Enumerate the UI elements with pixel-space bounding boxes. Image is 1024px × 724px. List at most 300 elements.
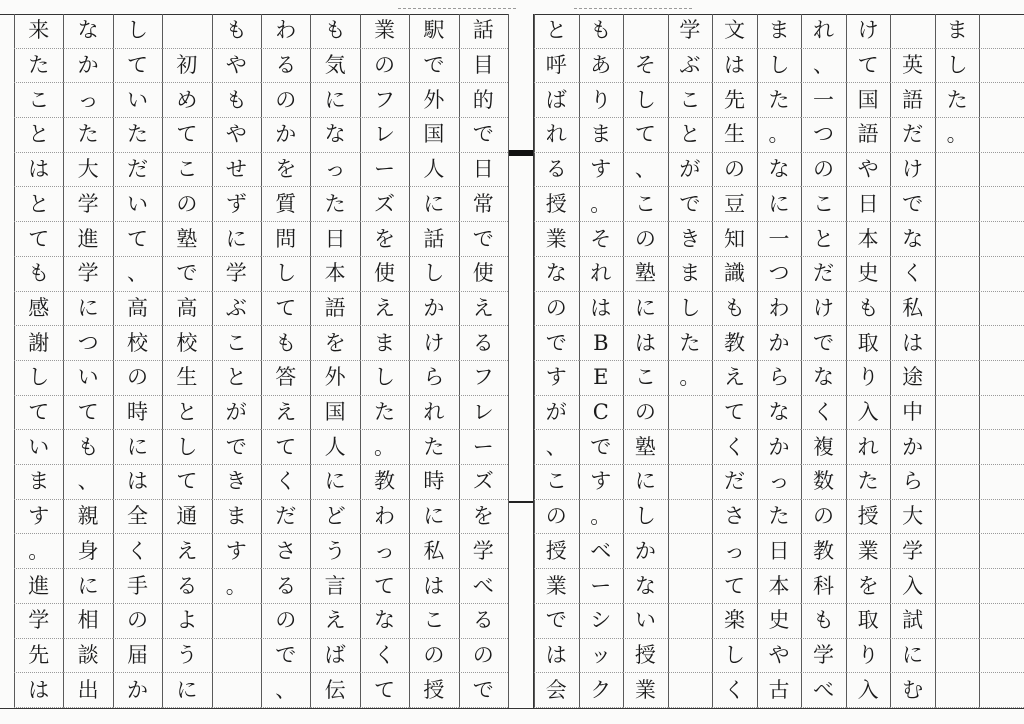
grid-cell — [935, 49, 980, 84]
manuscript-column — [113, 14, 162, 708]
grid-cell — [63, 430, 112, 465]
handwritten-character: 伝 — [324, 677, 346, 702]
handwritten-character: が — [225, 400, 247, 425]
handwritten-character: れ — [813, 18, 835, 43]
grid-cell — [890, 604, 935, 639]
handwritten-character: 学 — [813, 642, 835, 667]
handwritten-character: 教 — [723, 330, 745, 355]
grid-cell — [409, 361, 458, 396]
grid-cell — [459, 222, 508, 257]
handwritten-character: 外 — [423, 87, 445, 112]
grid-cell — [935, 535, 980, 570]
grid-cell — [212, 49, 261, 84]
grid-cell — [14, 326, 63, 361]
grid-cell — [935, 639, 980, 674]
handwritten-character: を — [324, 330, 346, 355]
handwritten-character: か — [126, 677, 148, 702]
handwritten-character: て — [176, 469, 198, 494]
handwritten-character: た — [324, 191, 346, 216]
handwritten-character: は — [423, 573, 445, 598]
handwritten-character: 初 — [176, 53, 198, 78]
grid-cell — [310, 535, 359, 570]
grid-cell — [534, 326, 579, 361]
handwritten-character: ま — [590, 122, 612, 147]
handwritten-character: 先 — [28, 642, 50, 667]
handwritten-character: け — [857, 18, 879, 43]
grid-cell — [360, 361, 409, 396]
grid-cell — [113, 639, 162, 674]
grid-cell — [623, 14, 668, 49]
grid-cell — [757, 153, 802, 188]
grid-cell — [534, 535, 579, 570]
grid-cell — [668, 673, 713, 708]
grid-cell — [162, 430, 211, 465]
handwritten-character: 業 — [634, 677, 656, 702]
handwritten-character: て — [723, 400, 745, 425]
handwritten-character: く — [723, 677, 745, 702]
grid-cell — [623, 153, 668, 188]
grid-cell — [310, 639, 359, 674]
handwritten-character: 語 — [902, 87, 924, 112]
handwritten-character: そ — [634, 53, 656, 78]
handwritten-character: し — [723, 642, 745, 667]
grid-cell — [979, 569, 1024, 604]
grid-cell — [113, 673, 162, 708]
handwritten-character: ま — [679, 261, 701, 286]
grid-cell — [668, 535, 713, 570]
grid-cell — [162, 604, 211, 639]
handwritten-character: 授 — [857, 504, 879, 529]
handwritten-character: ま — [373, 330, 395, 355]
grid-cell — [212, 257, 261, 292]
handwritten-character: や — [225, 53, 247, 78]
grid-cell — [579, 83, 624, 118]
grid-cell — [113, 604, 162, 639]
handwritten-character: で — [225, 434, 247, 459]
grid-cell — [935, 257, 980, 292]
handwritten-character: ず — [225, 191, 247, 216]
handwritten-character: 本 — [857, 226, 879, 251]
handwritten-character: 。 — [373, 434, 395, 459]
grid-cell — [890, 188, 935, 223]
handwritten-character: 生 — [723, 122, 745, 147]
grid-cell — [409, 396, 458, 431]
grid-cell — [846, 673, 891, 708]
handwritten-character: っ — [324, 157, 346, 182]
handwritten-character: 、 — [126, 261, 148, 286]
handwritten-character: さ — [723, 504, 745, 529]
handwritten-character: 人 — [324, 434, 346, 459]
grid-cell — [534, 292, 579, 327]
manuscript-column — [162, 14, 211, 708]
handwritten-character: 。 — [590, 191, 612, 216]
grid-cell — [890, 673, 935, 708]
handwritten-character: 談 — [77, 642, 99, 667]
grid-cell — [979, 465, 1024, 500]
handwritten-character: る — [545, 157, 567, 182]
handwritten-character: 来 — [28, 18, 50, 43]
handwritten-character: む — [902, 677, 924, 702]
grid-cell — [162, 153, 211, 188]
grid-cell — [212, 83, 261, 118]
grid-cell — [935, 396, 980, 431]
grid-cell — [623, 639, 668, 674]
handwritten-character: か — [768, 330, 790, 355]
grid-cell — [979, 49, 1024, 84]
handwritten-character: し — [768, 53, 790, 78]
grid-cell — [890, 14, 935, 49]
handwritten-character: 日 — [857, 191, 879, 216]
grid-cell — [979, 153, 1024, 188]
handwritten-character: で — [545, 608, 567, 633]
grid-cell — [801, 465, 846, 500]
grid-cell — [409, 639, 458, 674]
grid-cell — [360, 292, 409, 327]
grid-cell — [360, 326, 409, 361]
grid-cell — [113, 222, 162, 257]
grid-cell — [534, 14, 579, 49]
grid-cell — [935, 83, 980, 118]
handwritten-character: め — [176, 87, 198, 112]
grid-cell — [801, 83, 846, 118]
handwritten-character: 日 — [768, 538, 790, 563]
handwritten-character: い — [77, 365, 99, 390]
handwritten-character: こ — [225, 330, 247, 355]
grid-cell — [409, 535, 458, 570]
handwritten-character: 親 — [77, 504, 99, 529]
grid-cell — [409, 118, 458, 153]
grid-cell — [757, 673, 802, 708]
grid-cell — [63, 361, 112, 396]
grid-cell — [212, 673, 261, 708]
grid-cell — [310, 673, 359, 708]
grid-cell — [459, 396, 508, 431]
grid-cell — [890, 500, 935, 535]
grid-cell — [162, 535, 211, 570]
grid-cell — [113, 49, 162, 84]
grid-cell — [360, 604, 409, 639]
grid-cell — [162, 292, 211, 327]
handwritten-character: で — [679, 191, 701, 216]
handwritten-character: と — [545, 18, 567, 43]
handwritten-character: 。 — [590, 504, 612, 529]
grid-cell — [534, 500, 579, 535]
grid-cell — [979, 292, 1024, 327]
handwritten-character: し — [946, 53, 968, 78]
handwritten-character: や — [768, 642, 790, 667]
handwritten-character: ー — [373, 157, 395, 182]
handwritten-character: そ — [590, 226, 612, 251]
grid-cell — [890, 83, 935, 118]
grid-cell — [623, 500, 668, 535]
handwritten-character: の — [126, 608, 148, 633]
grid-cell — [63, 569, 112, 604]
handwritten-character: い — [126, 191, 148, 216]
handwritten-character: 教 — [813, 538, 835, 563]
grid-cell — [459, 465, 508, 500]
handwritten-character: け — [813, 295, 835, 320]
grid-cell — [459, 639, 508, 674]
grid-cell — [890, 430, 935, 465]
handwritten-character: つ — [768, 261, 790, 286]
grid-cell — [63, 153, 112, 188]
grid-cell — [712, 14, 757, 49]
handwritten-character: 科 — [813, 573, 835, 598]
grid-cell — [113, 153, 162, 188]
grid-cell — [757, 49, 802, 84]
grid-cell — [757, 430, 802, 465]
grid-cell — [409, 14, 458, 49]
handwritten-character: で — [472, 677, 494, 702]
grid-cell — [668, 14, 713, 49]
handwritten-character: は — [590, 295, 612, 320]
handwritten-character: て — [275, 295, 297, 320]
grid-cell — [409, 604, 458, 639]
handwritten-character: ら — [768, 365, 790, 390]
grid-cell — [890, 396, 935, 431]
manuscript-column — [579, 14, 624, 708]
grid-cell — [534, 257, 579, 292]
handwritten-character: も — [590, 18, 612, 43]
handwritten-character: に — [126, 434, 148, 459]
handwritten-character: も — [225, 18, 247, 43]
grid-cell — [979, 396, 1024, 431]
handwritten-character: て — [77, 400, 99, 425]
grid-cell — [623, 604, 668, 639]
grid-cell — [712, 257, 757, 292]
handwritten-character: て — [28, 226, 50, 251]
handwritten-character: 一 — [813, 87, 835, 112]
manuscript-column — [757, 14, 802, 708]
handwritten-character: か — [77, 53, 99, 78]
grid-cell — [212, 118, 261, 153]
grid-cell — [63, 118, 112, 153]
grid-cell — [579, 188, 624, 223]
handwritten-character: な — [77, 18, 99, 43]
grid-cell — [162, 673, 211, 708]
handwritten-character: た — [28, 53, 50, 78]
handwritten-character: 大 — [77, 157, 99, 182]
grid-cell — [890, 326, 935, 361]
grid-cell — [534, 83, 579, 118]
grid-cell — [623, 465, 668, 500]
handwritten-character: や — [857, 157, 879, 182]
grid-cell — [534, 222, 579, 257]
handwritten-character: く — [275, 469, 297, 494]
grid-cell — [712, 535, 757, 570]
grid-cell — [979, 430, 1024, 465]
grid-cell — [979, 535, 1024, 570]
grid-cell — [261, 673, 310, 708]
grid-cell — [459, 153, 508, 188]
grid-cell — [113, 83, 162, 118]
handwritten-character: う — [176, 642, 198, 667]
grid-cell — [579, 292, 624, 327]
grid-cell — [63, 535, 112, 570]
handwritten-character: の — [472, 642, 494, 667]
grid-cell — [846, 49, 891, 84]
handwritten-character: く — [373, 642, 395, 667]
handwritten-character: か — [275, 122, 297, 147]
handwritten-character: し — [423, 261, 445, 286]
grid-cell — [579, 430, 624, 465]
handwritten-character: の — [813, 157, 835, 182]
handwritten-character: の — [176, 191, 198, 216]
grid-cell — [668, 430, 713, 465]
grid-cell — [162, 188, 211, 223]
grid-cell — [459, 83, 508, 118]
handwritten-character: 業 — [545, 573, 567, 598]
handwritten-character: 塾 — [176, 226, 198, 251]
grid-cell — [14, 14, 63, 49]
handwritten-character: 呼 — [545, 53, 567, 78]
grid-cell — [63, 49, 112, 84]
handwritten-character: て — [857, 53, 879, 78]
handwritten-character: も — [324, 18, 346, 43]
grid-cell — [534, 153, 579, 188]
handwritten-character: に — [324, 87, 346, 112]
grid-cell — [212, 292, 261, 327]
grid-cell — [846, 396, 891, 431]
handwritten-character: 複 — [813, 434, 835, 459]
grid-cell — [14, 535, 63, 570]
grid-cell — [459, 361, 508, 396]
grid-cell — [935, 118, 980, 153]
handwritten-character: 校 — [126, 330, 148, 355]
handwritten-character: ズ — [472, 469, 494, 494]
handwritten-character: 私 — [423, 538, 445, 563]
handwritten-character: 取 — [857, 330, 879, 355]
grid-cell — [409, 465, 458, 500]
grid-cell — [935, 188, 980, 223]
grid-cell — [801, 639, 846, 674]
grid-cell — [935, 673, 980, 708]
handwritten-character: ッ — [590, 642, 612, 667]
grid-cell — [935, 604, 980, 639]
handwritten-character: い — [28, 434, 50, 459]
handwritten-character: し — [634, 504, 656, 529]
grid-cell — [534, 673, 579, 708]
handwritten-character: 入 — [902, 573, 924, 598]
handwritten-character: も — [723, 295, 745, 320]
handwritten-character: 時 — [126, 400, 148, 425]
grid-cell — [801, 430, 846, 465]
handwritten-character: ど — [324, 504, 346, 529]
grid-cell — [846, 188, 891, 223]
handwritten-character: 日 — [472, 157, 494, 182]
handwritten-character: 謝 — [28, 330, 50, 355]
grid-cell — [846, 222, 891, 257]
grid-cell — [459, 257, 508, 292]
grid-cell — [979, 326, 1024, 361]
handwritten-character: 本 — [324, 261, 346, 286]
handwritten-character: と — [679, 122, 701, 147]
grid-cell — [212, 465, 261, 500]
grid-cell — [668, 361, 713, 396]
handwritten-character: 。 — [28, 538, 50, 563]
handwritten-character: れ — [423, 400, 445, 425]
grid-cell — [846, 292, 891, 327]
grid-cell — [162, 83, 211, 118]
handwritten-character: ま — [946, 18, 968, 43]
grid-cell — [979, 673, 1024, 708]
handwritten-character: 感 — [28, 295, 50, 320]
grid-cell — [579, 118, 624, 153]
handwritten-character: ま — [768, 18, 790, 43]
grid-cell — [712, 569, 757, 604]
grid-cell — [113, 257, 162, 292]
handwritten-character: ー — [590, 573, 612, 598]
grid-cell — [459, 14, 508, 49]
grid-cell — [712, 118, 757, 153]
handwritten-character: く — [723, 434, 745, 459]
grid-cell — [14, 430, 63, 465]
handwritten-character: 学 — [77, 191, 99, 216]
handwritten-character: れ — [590, 261, 612, 286]
handwritten-character: と — [225, 365, 247, 390]
handwritten-character: れ — [545, 122, 567, 147]
grid-cell — [668, 465, 713, 500]
grid-cell — [360, 118, 409, 153]
grid-cell — [579, 361, 624, 396]
handwritten-character: 塾 — [634, 434, 656, 459]
grid-cell — [801, 49, 846, 84]
handwritten-character: わ — [373, 504, 395, 529]
grid-cell — [360, 639, 409, 674]
grid-cell — [890, 465, 935, 500]
handwritten-character: け — [902, 157, 924, 182]
handwritten-character: 使 — [373, 261, 395, 286]
handwritten-character: わ — [275, 18, 297, 43]
handwritten-character: し — [634, 87, 656, 112]
grid-cell — [63, 465, 112, 500]
handwritten-character: 史 — [857, 261, 879, 286]
grid-cell — [579, 14, 624, 49]
grid-cell — [162, 639, 211, 674]
grid-cell — [890, 361, 935, 396]
handwritten-character: 目 — [472, 53, 494, 78]
grid-cell — [459, 292, 508, 327]
grid-cell — [360, 153, 409, 188]
grid-cell — [360, 673, 409, 708]
manuscript-column — [801, 14, 846, 708]
grid-cell — [261, 49, 310, 84]
handwritten-character: な — [902, 226, 924, 251]
handwritten-character: で — [275, 642, 297, 667]
grid-cell — [979, 500, 1024, 535]
grid-cell — [890, 49, 935, 84]
handwritten-character: 日 — [324, 226, 346, 251]
handwritten-character: ぶ — [679, 53, 701, 78]
handwritten-character: こ — [634, 365, 656, 390]
grid-cell — [846, 569, 891, 604]
grid-cell — [979, 257, 1024, 292]
handwritten-character: ベ — [590, 538, 612, 563]
handwritten-character: き — [225, 469, 247, 494]
handwritten-character: 常 — [472, 191, 494, 216]
grid-cell — [757, 326, 802, 361]
grid-cell — [579, 500, 624, 535]
handwritten-character: し — [176, 434, 198, 459]
grid-cell — [360, 465, 409, 500]
grid-cell — [757, 222, 802, 257]
handwritten-character: つ — [77, 330, 99, 355]
handwritten-character: に — [77, 573, 99, 598]
handwritten-character: こ — [634, 191, 656, 216]
grid-cell — [261, 326, 310, 361]
handwritten-character: 古 — [768, 677, 790, 702]
grid-cell — [162, 118, 211, 153]
